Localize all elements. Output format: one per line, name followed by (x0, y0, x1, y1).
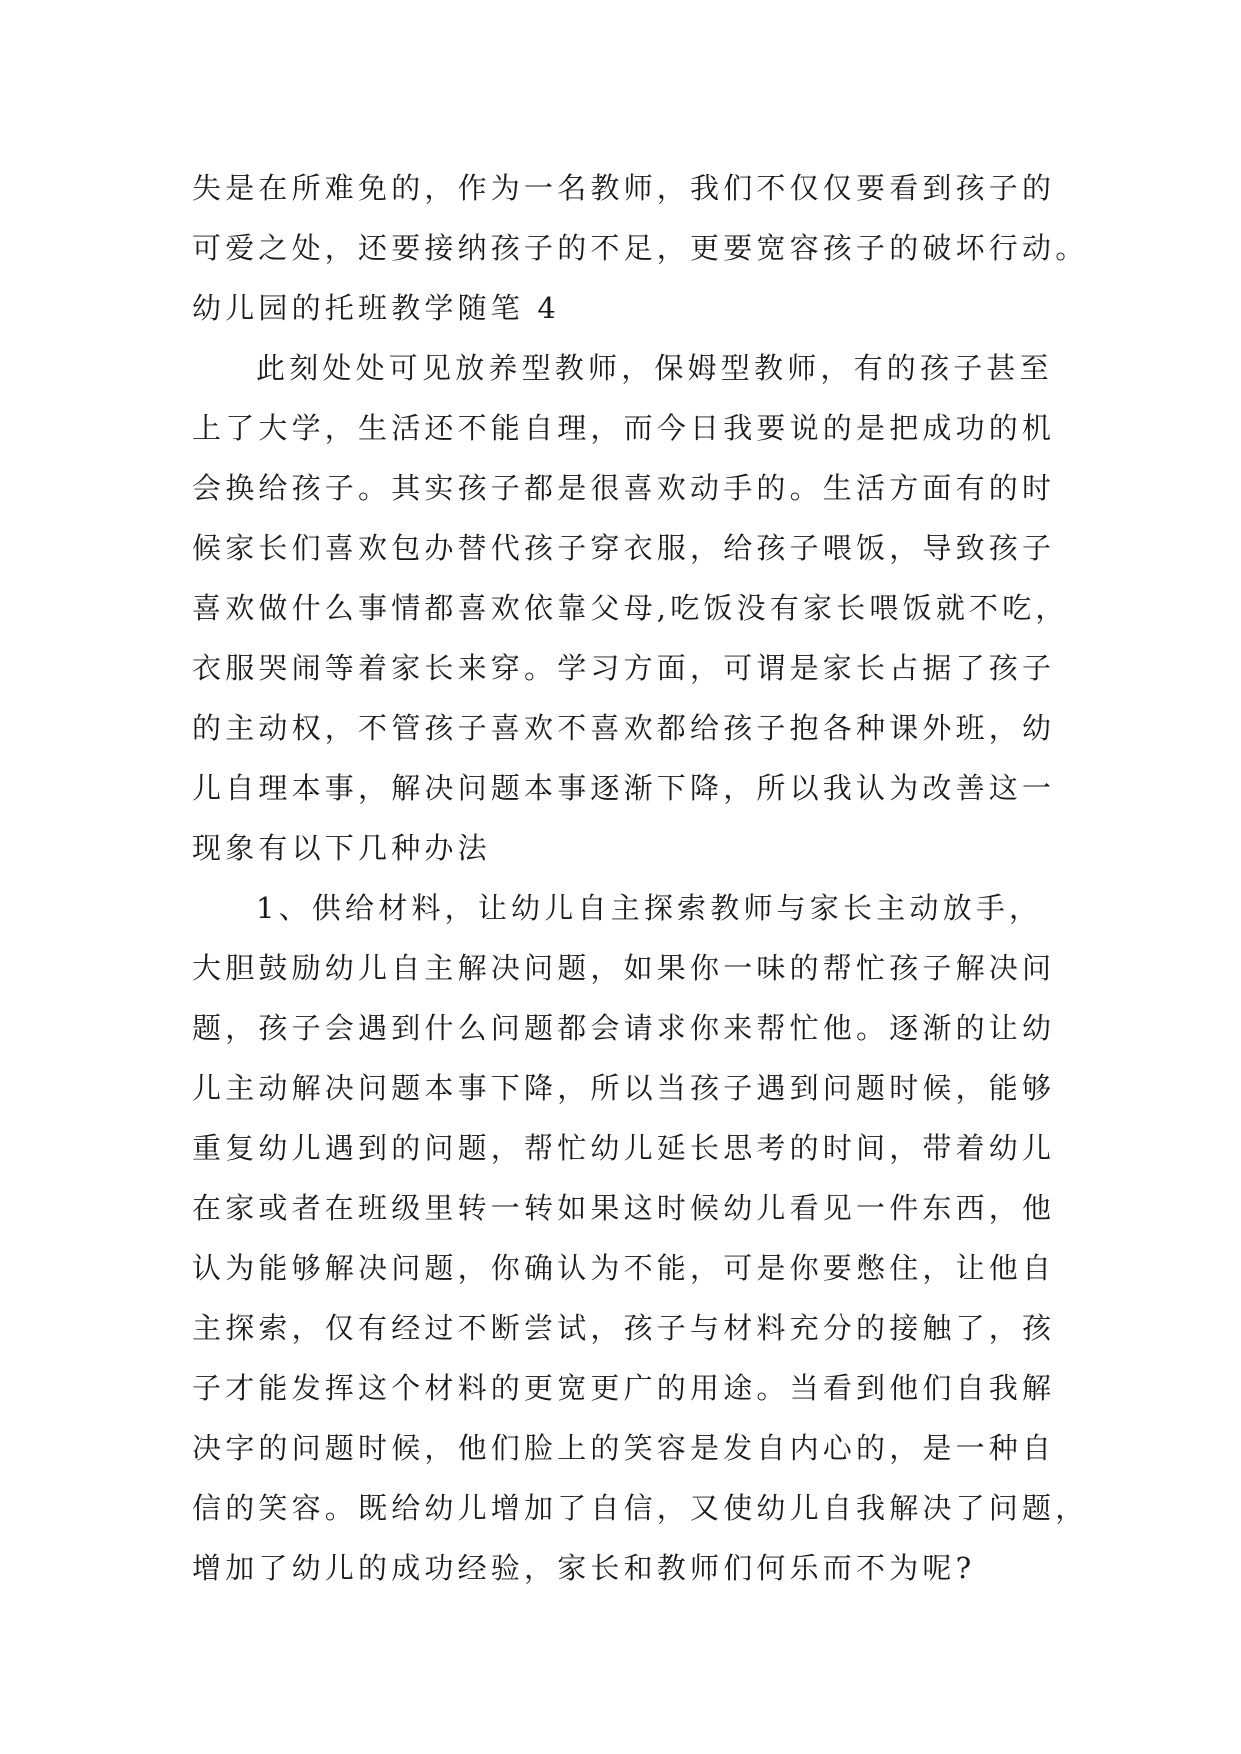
text-line: 认为能够解决问题，你确认为不能，可是你要憋住，让他自 (192, 1251, 1056, 1285)
text-line: 儿自理本事，解决问题本事逐渐下降，所以我认为改善这一 (192, 771, 1056, 805)
text-line: 信的笑容。既给幼儿增加了自信，又使幼儿自我解决了问题， (192, 1491, 1089, 1525)
text-line: 现象有以下几种办法 (192, 831, 491, 865)
text-line: 失是在所难免的，作为一名教师，我们不仅仅要看到孩子的 (192, 171, 1056, 205)
text-line: 1、供给材料，让幼儿自主探索教师与家长主动放手， (256, 891, 1043, 925)
text-line: 决字的问题时候，他们脸上的笑容是发自内心的，是一种自 (192, 1431, 1056, 1465)
document-body (192, 158, 1089, 1598)
paragraph-continued (192, 158, 1089, 278)
text-line: 主探索，仅有经过不断尝试，孩子与材料充分的接触了，孩 (192, 1311, 1056, 1345)
text-line: 子才能发挥这个材料的更宽更广的用途。当看到他们自我解 (192, 1371, 1056, 1405)
text-line: 上了大学，生活还不能自理，而今日我要说的是把成功的机 (192, 411, 1056, 445)
text-line: 可爱之处，还要接纳孩子的不足，更要宽容孩子的破坏行动。 (192, 231, 1089, 265)
text-line: 的主动权，不管孩子喜欢不喜欢都给孩子抱各种课外班，幼 (192, 711, 1056, 745)
text-line: 喜欢做什么事情都喜欢依靠父母,吃饭没有家长喂饭就不吃， (192, 591, 1069, 625)
text-line: 在家或者在班级里转一转如果这时候幼儿看见一件东西，他 (192, 1191, 1056, 1225)
heading-text: 幼儿园的托班教学随笔 4 (192, 291, 561, 325)
text-line: 题，孩子会遇到什么问题都会请求你来帮忙他。逐渐的让幼 (192, 1011, 1056, 1045)
text-line: 候家长们喜欢包办替代孩子穿衣服，给孩子喂饭，导致孩子 (192, 531, 1056, 565)
text-line: 会换给孩子。其实孩子都是很喜欢动手的。生活方面有的时 (192, 471, 1056, 505)
text-line: 衣服哭闹等着家长来穿。学习方面，可谓是家长占据了孩子 (192, 651, 1056, 685)
text-line: 大胆鼓励幼儿自主解决问题，如果你一味的帮忙孩子解决问 (192, 951, 1056, 985)
text-line: 重复幼儿遇到的问题，帮忙幼儿延长思考的时间，带着幼儿 (192, 1131, 1056, 1165)
paragraph-3 (192, 878, 1089, 1598)
text-line: 增加了幼儿的成功经验，家长和教师们何乐而不为呢? (192, 1551, 976, 1585)
text-line: 儿主动解决问题本事下降，所以当孩子遇到问题时候，能够 (192, 1071, 1056, 1105)
section-heading (192, 278, 1052, 338)
text-line: 此刻处处可见放养型教师，保姆型教师，有的孩子甚至 (256, 351, 1053, 385)
paragraph-2 (192, 338, 1069, 878)
